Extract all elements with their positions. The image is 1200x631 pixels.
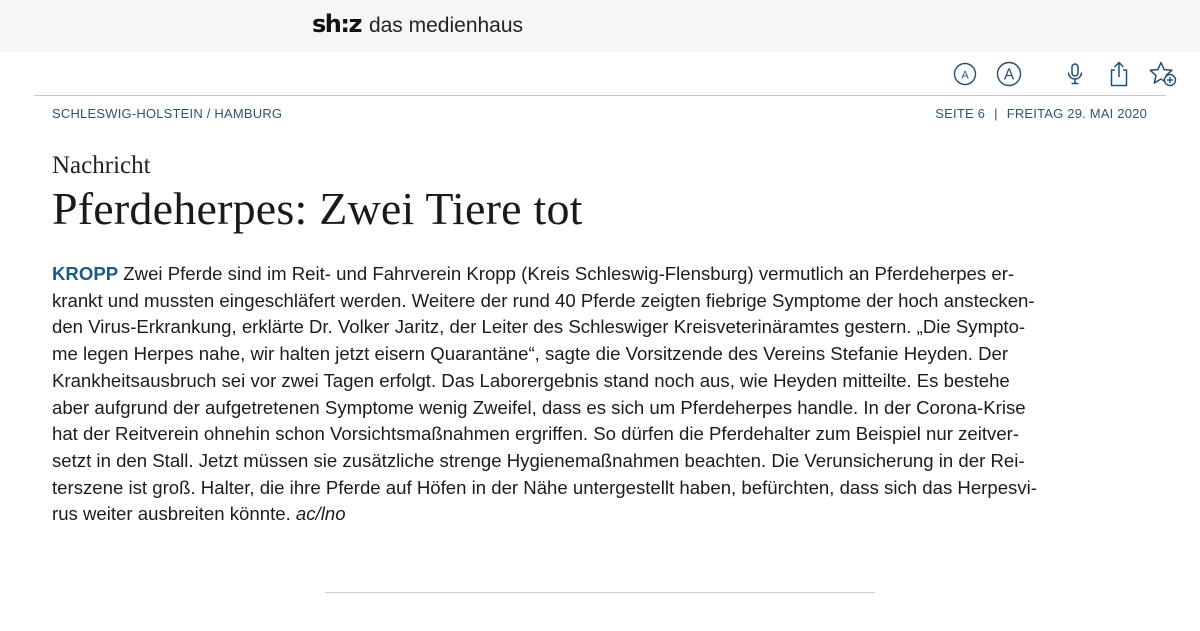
body-line: KROPP Zwei Pferde sind im Reit- und Fahrverein Kropp (Kreis Schleswig-Flensburg) vermutlich an Pferdeherpes er- [52, 263, 1015, 284]
font-size-small-button[interactable] [950, 59, 980, 89]
body-line: hat der Reitverein ohnehin schon Vorsichtsmaßnahmen ergriffen. So dürfen die Pferdehalter zum Beispiel nur zeitver- [52, 423, 1020, 445]
article-body [52, 261, 1152, 528]
section-label[interactable]: SCHLESWIG-HOLSTEIN / HAMBURG [52, 106, 283, 121]
favorite-button[interactable] [1148, 59, 1178, 89]
page-info [935, 106, 1147, 121]
article-end-divider [325, 592, 875, 593]
brand-bar [0, 0, 1200, 52]
favorite-star-icon [1148, 60, 1178, 88]
body-line: rus weiter ausbreiten könnte. ac/lno [52, 503, 346, 525]
share-icon [1107, 60, 1131, 88]
font-size-small-icon [953, 62, 977, 86]
font-size-large-icon [996, 61, 1022, 87]
dateline: KROPP [52, 263, 119, 284]
shz-logo: sh:z [312, 10, 361, 38]
read-aloud-button[interactable] [1060, 59, 1090, 89]
page-number: SEITE 6 [935, 106, 986, 121]
body-line: aber aufgrund der aufgetretenen Symptome wenig Zweifel, dass es sich um Pferdeherpes handle. In der Corona-Krise [52, 396, 1026, 418]
body-line: den Virus-Erkrankung, erklärte Dr. Volker Jaritz, der Leiter des Schleswiger Kreisveterinäramtes gestern. „Die Sympto- [52, 316, 1026, 338]
svg-text:A: A [961, 69, 969, 82]
article-headline: Pferdeherpes: Zwei Tiere tot [52, 183, 583, 234]
reader-toolbar [950, 58, 1178, 90]
brand-text: das medienhaus [368, 14, 524, 37]
article-kicker: Nachricht [52, 152, 151, 179]
body-line: krankt und mussten eingeschläfert werden. Weitere der rund 40 Pferde zeigten fiebrige Symptome der hoch anstecken- [52, 289, 1035, 311]
brand[interactable] [312, 10, 523, 38]
font-size-large-button[interactable] [994, 59, 1024, 89]
svg-text:A: A [1003, 66, 1015, 84]
issue-date: FREITAG 29. MAI 2020 [1006, 106, 1147, 121]
body-line: me legen Herpes nahe, wir halten jetzt eisern Quarantäne“, sagte die Vorsitzende des Vereins Stefanie Heyden. Der [52, 343, 1009, 365]
body-line: setzt in den Stall. Jetzt müssen sie zusätzliche strenge Hygienemaßnahmen beachten. Die Verunsicherung in der Rei- [52, 449, 1025, 471]
body-line: terszene ist groß. Halter, die ihre Pferde auf Höfen in der Nähe untergestellt haben, befürchten, dass sich das Herpesvi- [52, 476, 1037, 498]
microphone-icon [1064, 61, 1086, 87]
header-divider [34, 95, 1166, 96]
share-button[interactable] [1104, 59, 1134, 89]
meta-separator: | [994, 106, 998, 121]
author-initials: ac/lno [295, 503, 346, 525]
body-line: Krankheitsausbruch sei vor zwei Tagen erfolgt. Das Laborergebnis stand noch aus, wie Heyden mitteilte. Es bestehe [52, 369, 1010, 391]
